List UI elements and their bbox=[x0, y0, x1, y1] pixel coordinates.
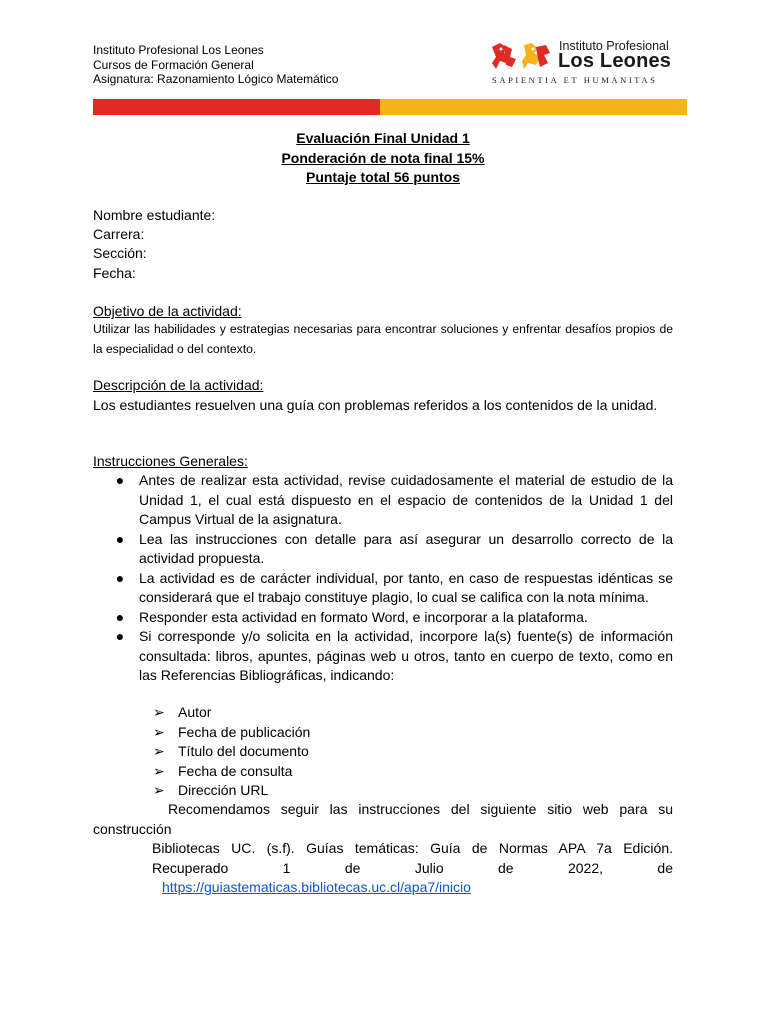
recommendation-line1: Recomendamos seguir las instrucciones del siguiente sitio web para su bbox=[168, 801, 673, 817]
field-career: Carrera: bbox=[93, 226, 145, 242]
arrow-bullet-icon: ➢ bbox=[153, 704, 165, 720]
list-item-text: Lea las instrucciones con detalle para así asegurar un desarrollo correcto de la actividad propuesta. bbox=[139, 530, 673, 566]
reference-line1: Bibliotecas UC. (s.f). Guías temáticas: Guía de Normas APA 7a Edición. bbox=[152, 840, 673, 856]
list-item bbox=[153, 762, 310, 782]
list-item-text: Fecha de consulta bbox=[178, 762, 293, 779]
list-item bbox=[93, 608, 673, 628]
list-item bbox=[93, 530, 673, 569]
course-type: Cursos de Formación General bbox=[93, 57, 254, 72]
citation-fields-list bbox=[153, 703, 310, 801]
logo-line1: Instituto Profesional bbox=[559, 39, 669, 53]
description-text: Los estudiantes resuelven una guía con problemas referidos a los contenidos de la unidad. bbox=[93, 397, 658, 413]
arrow-bullet-icon: ➢ bbox=[153, 782, 165, 798]
logo-tagline: SAPIENTIA ET HUMANITAS bbox=[492, 75, 658, 85]
reference-link[interactable]: https://guiastematicas.bibliotecas.uc.cl/apa7/inicio bbox=[162, 879, 471, 895]
arrow-bullet-icon: ➢ bbox=[153, 723, 165, 740]
list-item-text: Antes de realizar esta actividad, revise cuidadosamente el material de estudio de la Unidad 1, el cual está dispuesto en el espacio de contenidos de la Unidad 1 del Campus Virtual de la asignatura. bbox=[139, 472, 673, 527]
list-item bbox=[153, 781, 310, 801]
arrow-bullet-icon: ➢ bbox=[153, 743, 165, 759]
instructions-list bbox=[93, 471, 673, 686]
recommendation-line2: construcción bbox=[93, 820, 172, 837]
document-titles bbox=[93, 129, 673, 188]
recommendation-paragraph bbox=[93, 800, 673, 839]
header-bar-red bbox=[93, 99, 380, 115]
list-item bbox=[153, 703, 310, 723]
title-evaluation: Evaluación Final Unidad 1 bbox=[296, 130, 470, 146]
reference-entry bbox=[152, 839, 673, 878]
objective-text: Utilizar las habilidades y estrategias necesarias para encontrar soluciones y enfrentar desafíos propios de la especialidad o del contexto. bbox=[93, 322, 673, 356]
lion-logo-icon bbox=[490, 41, 552, 71]
bullet-icon: ● bbox=[115, 569, 125, 586]
instructions-heading: Instrucciones Generales: bbox=[93, 453, 248, 469]
institution-name: Instituto Profesional Los Leones bbox=[93, 43, 264, 57]
arrow-bullet-icon: ➢ bbox=[153, 762, 165, 779]
list-item bbox=[153, 723, 310, 743]
bullet-icon: ● bbox=[115, 530, 125, 547]
institution-logo bbox=[490, 39, 690, 89]
field-section: Sección: bbox=[93, 245, 147, 261]
list-item bbox=[93, 471, 673, 530]
list-item-text: Autor bbox=[178, 704, 212, 720]
list-item bbox=[93, 569, 673, 608]
logo-line2: Los Leones bbox=[558, 50, 672, 72]
list-item-text: Fecha de publicación bbox=[178, 723, 311, 740]
objective-heading: Objetivo de la actividad: bbox=[93, 303, 242, 319]
list-item-text: Dirección URL bbox=[178, 782, 269, 798]
bullet-icon: ● bbox=[115, 628, 125, 644]
description-heading: Descripción de la actividad: bbox=[93, 377, 264, 393]
bullet-icon: ● bbox=[115, 472, 125, 488]
reference-line2: Recuperado 1 de Julio de 2022, de bbox=[152, 859, 673, 876]
list-item-text: Si corresponde y/o solicita en la actividad, incorpore la(s) fuente(s) de información consultada: libros, apuntes, páginas web u otros, tanto en cuerpo de texto, como en las Referencias Bibliográficas, indicando: bbox=[139, 628, 673, 683]
list-item-text: Responder esta actividad en formato Word, e incorporar a la plataforma. bbox=[139, 608, 588, 625]
list-item bbox=[153, 742, 310, 762]
list-item-text: Título del documento bbox=[178, 743, 309, 759]
bullet-icon: ● bbox=[115, 608, 125, 625]
field-date: Fecha: bbox=[93, 265, 136, 281]
list-item bbox=[93, 627, 673, 686]
field-student-name: Nombre estudiante: bbox=[93, 207, 216, 223]
header-bar-yellow bbox=[380, 99, 687, 115]
institution-header bbox=[93, 43, 338, 87]
title-total-score: Puntaje total 56 puntos bbox=[305, 169, 460, 185]
list-item-text: La actividad es de carácter individual, por tanto, en caso de respuestas idénticas se considerará que el trabajo constituye plagio, lo cual se califica con la nota mínima. bbox=[139, 569, 673, 605]
title-weighting: Ponderación de nota final 15% bbox=[281, 149, 485, 166]
subject-name: Asignatura: Razonamiento Lógico Matemático bbox=[93, 72, 339, 86]
